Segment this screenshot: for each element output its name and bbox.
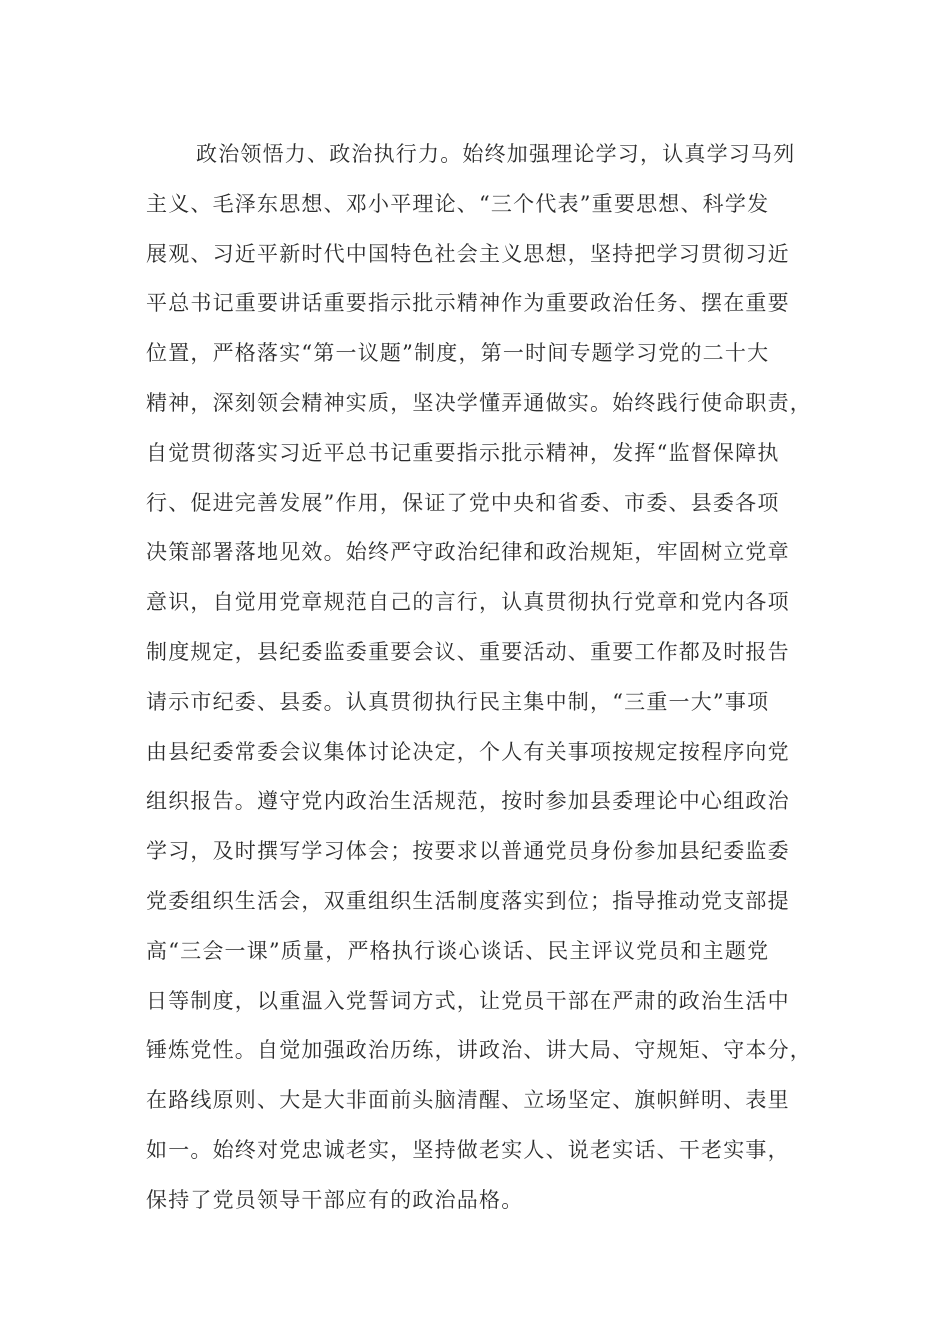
text-line: 请示市纪委、县委。认真贯彻执行民主集中制，“三重一大”事项 <box>146 689 770 714</box>
text-line: 保持了党员领导干部应有的政治品格。 <box>146 1187 524 1212</box>
text-line: 在路线原则、大是大非面前头脑清醒、立场坚定、旗帜鲜明、表里 <box>146 1088 790 1113</box>
text-line: 党委组织生活会，双重组织生活制度落实到位；指导推动党支部提 <box>146 888 790 913</box>
text-line: 意识，自觉用党章规范自己的言行，认真贯彻执行党章和党内各项 <box>146 590 790 615</box>
text-line: 平总书记重要讲话重要指示批示精神作为重要政治任务、摆在重要 <box>146 291 790 316</box>
text-line: 日等制度，以重温入党誓词方式，让党员干部在严肃的政治生活中 <box>146 988 790 1013</box>
text-line: 组织报告。遵守党内政治生活规范，按时参加县委理论中心组政治 <box>146 789 790 814</box>
text-line: 如一。始终对党忠诚老实，坚持做老实人、说老实话、干老实事， <box>146 1137 790 1162</box>
text-line: 精神，深刻领会精神实质，坚决学懂弄通做实。始终践行使命职责， <box>146 390 812 415</box>
text-line: 学习，及时撰写学习体会；按要求以普通党员身份参加县纪委监委 <box>146 839 790 864</box>
text-line: 位置，严格落实“第一议题”制度，第一时间专题学习党的二十大 <box>146 341 770 366</box>
text-line: 政治领悟力、政治执行力。始终加强理论学习，认真学习马列 <box>196 142 796 166</box>
text-line: 由县纪委常委会议集体讨论决定，个人有关事项按规定按程序向党 <box>146 739 790 764</box>
text-line: 主义、毛泽东思想、邓小平理论、“三个代表”重要思想、科学发 <box>146 191 770 216</box>
text-line: 展观、习近平新时代中国特色社会主义思想，坚持把学习贯彻习近 <box>146 241 790 266</box>
text-line: 决策部署落地见效。始终严守政治纪律和政治规矩，牢固树立党章 <box>146 540 790 565</box>
text-line: 高“三会一课”质量，严格执行谈心谈话、民主评议党员和主题党 <box>146 938 770 963</box>
text-line: 制度规定，县纪委监委重要会议、重要活动、重要工作都及时报告 <box>146 639 790 664</box>
text-line: 自觉贯彻落实习近平总书记重要指示批示精神，发挥“监督保障执 <box>146 440 780 465</box>
body-paragraph <box>146 130 812 1226</box>
text-line: 行、促进完善发展”作用，保证了党中央和省委、市委、县委各项 <box>146 490 780 515</box>
text-line: 锤炼党性。自觉加强政治历练，讲政治、讲大局、守规矩、守本分， <box>146 1038 812 1063</box>
